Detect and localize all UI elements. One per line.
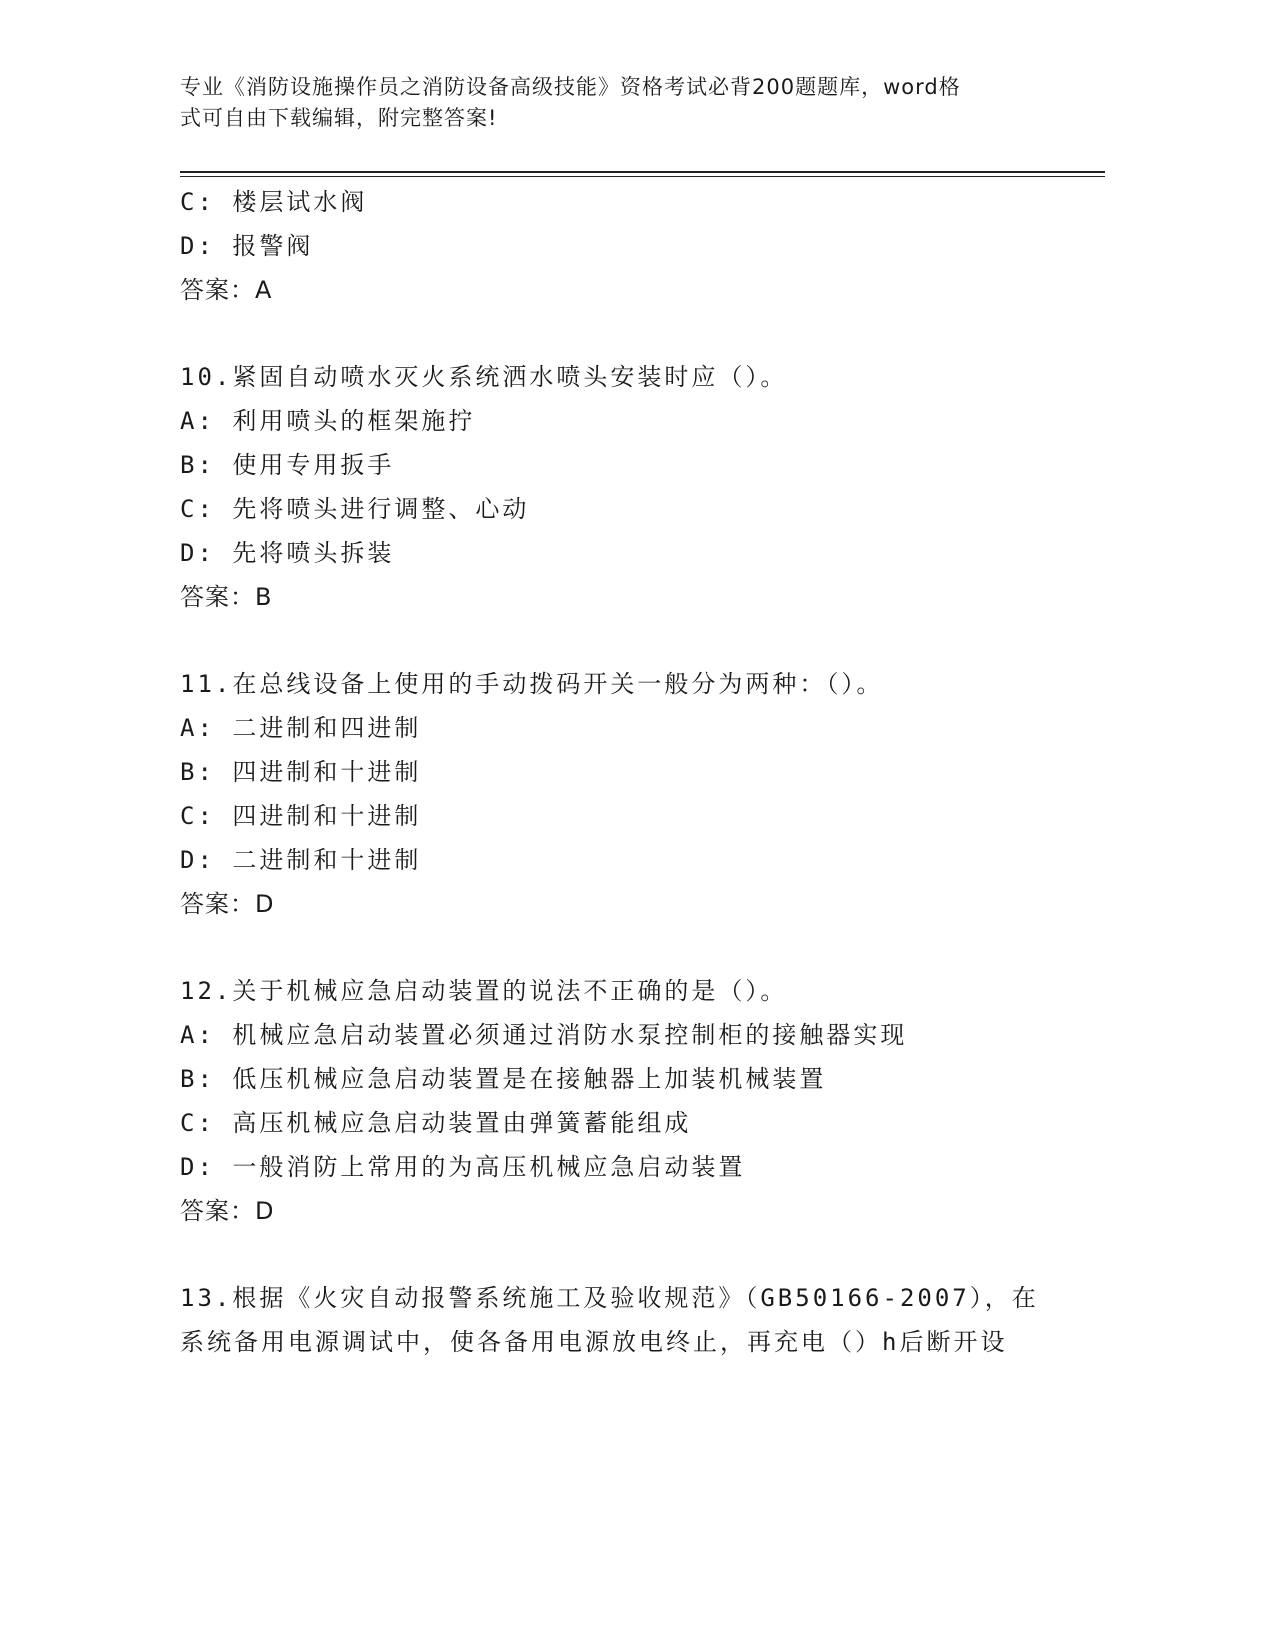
- option-c: C: 先将喷头进行调整、心动: [180, 495, 530, 523]
- option-c: C: 四进制和十进制: [180, 802, 422, 830]
- header-line-2: 式可自由下载编辑，附完整答案!: [180, 106, 498, 130]
- question-12: [180, 969, 1080, 1233]
- option-b: B: 四进制和十进制: [180, 758, 422, 786]
- option-d: D: 先将喷头拆装: [180, 539, 395, 567]
- header-line-1: 专业《消防设施操作员之消防设备高级技能》资格考试必背200题题库，word格: [180, 75, 961, 99]
- document-header: [180, 72, 1040, 134]
- option-d: D: 一般消防上常用的为高压机械应急启动装置: [180, 1153, 746, 1181]
- answer: 答案：D: [180, 890, 275, 918]
- option-c: C: 楼层试水阀: [180, 188, 368, 216]
- option-a: A: 机械应急启动装置必须通过消防水泵控制柜的接触器实现: [180, 1021, 908, 1049]
- header-divider-thin: [180, 176, 1105, 177]
- question-9: [180, 180, 1080, 312]
- question-text: 11.在总线设备上使用的手动拨码开关一般分为两种：（）。: [180, 670, 884, 698]
- question-13: [180, 1276, 1080, 1364]
- question-text: 12.关于机械应急启动装置的说法不正确的是（）。: [180, 977, 788, 1005]
- option-b: B: 低压机械应急启动装置是在接触器上加装机械装置: [180, 1065, 827, 1093]
- question-text-line-1: 13.根据《火灾自动报警系统施工及验收规范》（GB50166-2007），在: [180, 1284, 1039, 1312]
- answer: 答案：B: [180, 583, 273, 611]
- question-list: [180, 180, 1080, 1364]
- answer: 答案：A: [180, 276, 273, 304]
- answer: 答案：D: [180, 1197, 275, 1225]
- question-text: 10.紧固自动喷水灭火系统洒水喷头安装时应（）。: [180, 363, 788, 391]
- option-b: B: 使用专用扳手: [180, 451, 395, 479]
- question-text-line-2: 系统备用电源调试中，使各备用电源放电终止，再充电（）h后断开设: [180, 1328, 1008, 1356]
- option-a: A: 利用喷头的框架施拧: [180, 407, 476, 435]
- option-d: D: 二进制和十进制: [180, 846, 422, 874]
- question-10: [180, 355, 1080, 619]
- question-11: [180, 662, 1080, 926]
- header-divider-thick: [180, 171, 1105, 173]
- option-a: A: 二进制和四进制: [180, 714, 422, 742]
- option-d: D: 报警阀: [180, 232, 314, 260]
- option-c: C: 高压机械应急启动装置由弹簧蓄能组成: [180, 1109, 692, 1137]
